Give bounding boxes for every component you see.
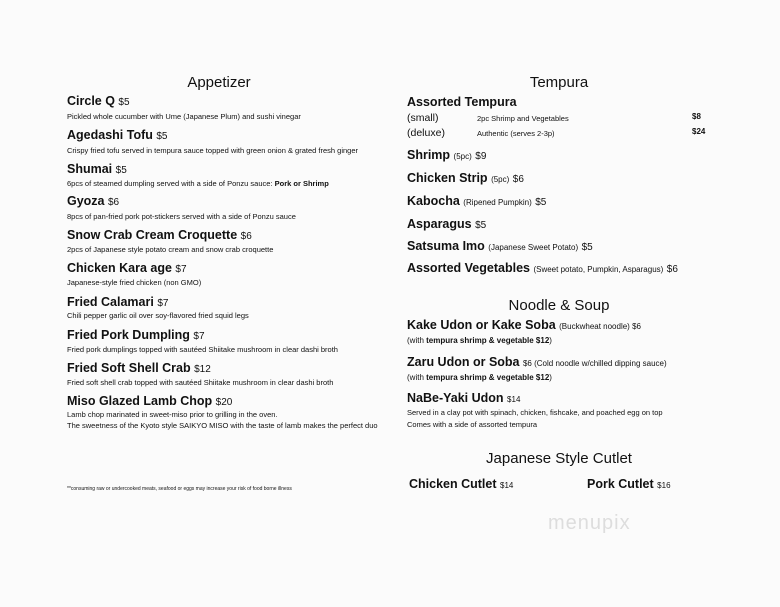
menu-item: Chicken Kara age $7 — [67, 261, 187, 275]
menu-item: Chicken Cutlet $14 — [409, 477, 514, 491]
item-desc: 8pcs of pan-fried pork pot-stickers served with a side of Ponzu sauce — [67, 212, 296, 221]
menu-item: Fried Soft Shell Crab $12 — [67, 361, 211, 375]
item-desc: Comes with a side of assorted tempura — [407, 420, 538, 429]
cutlet-heading: Japanese Style Cutlet — [486, 450, 632, 467]
menu-item: Miso Glazed Lamb Chop $20 — [67, 394, 233, 408]
menu-item: Pork Cutlet $16 — [587, 477, 671, 491]
item-desc: Chili pepper garlic oil over soy-flavored fried squid legs — [67, 311, 249, 320]
item-desc: Lamb chop marinated in sweet-miso prior to grilling in the oven. — [67, 410, 278, 419]
noodle-heading: Noodle & Soup — [508, 297, 610, 314]
footnote: **consuming raw or undercooked meats, seafood or eggs may increase your risk of food borne illness — [67, 486, 292, 492]
menu-item: Kabocha (Ripened Pumpkin) $5 — [407, 194, 547, 208]
item-desc: Served in a clay pot with spinach, chicken, fishcake, and poached egg on top — [407, 408, 663, 417]
menu-item: Assorted Tempura — [407, 95, 517, 109]
option-price: $8 — [692, 112, 701, 121]
option-size: (small) — [407, 112, 439, 124]
menu-item: Kake Udon or Kake Soba (Buckwheat noodle) $6 — [407, 318, 641, 332]
item-desc: 6pcs of steamed dumpling served with a side of Ponzu sauce: Pork or Shrimp — [67, 179, 329, 188]
menu-item: Shrimp (5pc) $9 — [407, 148, 487, 162]
item-desc: Crispy fried tofu served in tempura sauce topped with green onion & grated fresh ginger — [67, 146, 358, 155]
menu-item: Agedashi Tofu $5 — [67, 128, 168, 142]
menu-item: Snow Crab Cream Croquette $6 — [67, 228, 252, 242]
item-addon: (with tempura shrimp & vegetable $12) — [407, 336, 552, 345]
menu-item: Fried Calamari $7 — [67, 295, 169, 309]
item-addon: (with tempura shrimp & vegetable $12) — [407, 373, 552, 382]
item-desc: Fried pork dumplings topped with sautéed Shiitake mushroom in clear dashi broth — [67, 345, 338, 354]
option-desc: 2pc Shrimp and Vegetables — [477, 114, 569, 123]
tempura-heading: Tempura — [529, 74, 589, 91]
menu-item: Zaru Udon or Soba $6 (Cold noodle w/chilled dipping sauce) — [407, 355, 667, 369]
menu-item: Circle Q $5 — [67, 94, 130, 108]
watermark: menupix — [548, 512, 631, 534]
appetizer-heading: Appetizer — [187, 74, 251, 91]
item-desc: The sweetness of the Kyoto style SAIKYO MISO with the taste of lamb makes the perfect duo — [67, 421, 378, 430]
menu-item: Assorted Vegetables (Sweet potato, Pumpkin, Asparagus) $6 — [407, 261, 678, 275]
menu-item: Chicken Strip (5pc) $6 — [407, 171, 524, 185]
menu-item: Shumai $5 — [67, 162, 127, 176]
option-size: (deluxe) — [407, 127, 445, 139]
menu-item: NaBe-Yaki Udon $14 — [407, 391, 521, 405]
option-price: $24 — [692, 127, 706, 136]
item-desc: Pickled whole cucumber with Ume (Japanese Plum) and sushi vinegar — [67, 112, 301, 121]
menu-item: Satsuma Imo (Japanese Sweet Potato) $5 — [407, 239, 593, 253]
item-desc: 2pcs of Japanese style potato cream and snow crab croquette — [67, 245, 274, 254]
item-desc: Fried soft shell crab topped with sautéed Shiitake mushroom in clear dashi broth — [67, 378, 334, 387]
menu-item: Asparagus $5 — [407, 217, 487, 231]
option-desc: Authentic (serves 2-3p) — [477, 129, 555, 138]
menu-item: Fried Pork Dumpling $7 — [67, 328, 205, 342]
menu-item: Gyoza $6 — [67, 194, 120, 208]
item-desc: Japanese-style fried chicken (non GMO) — [67, 278, 202, 287]
